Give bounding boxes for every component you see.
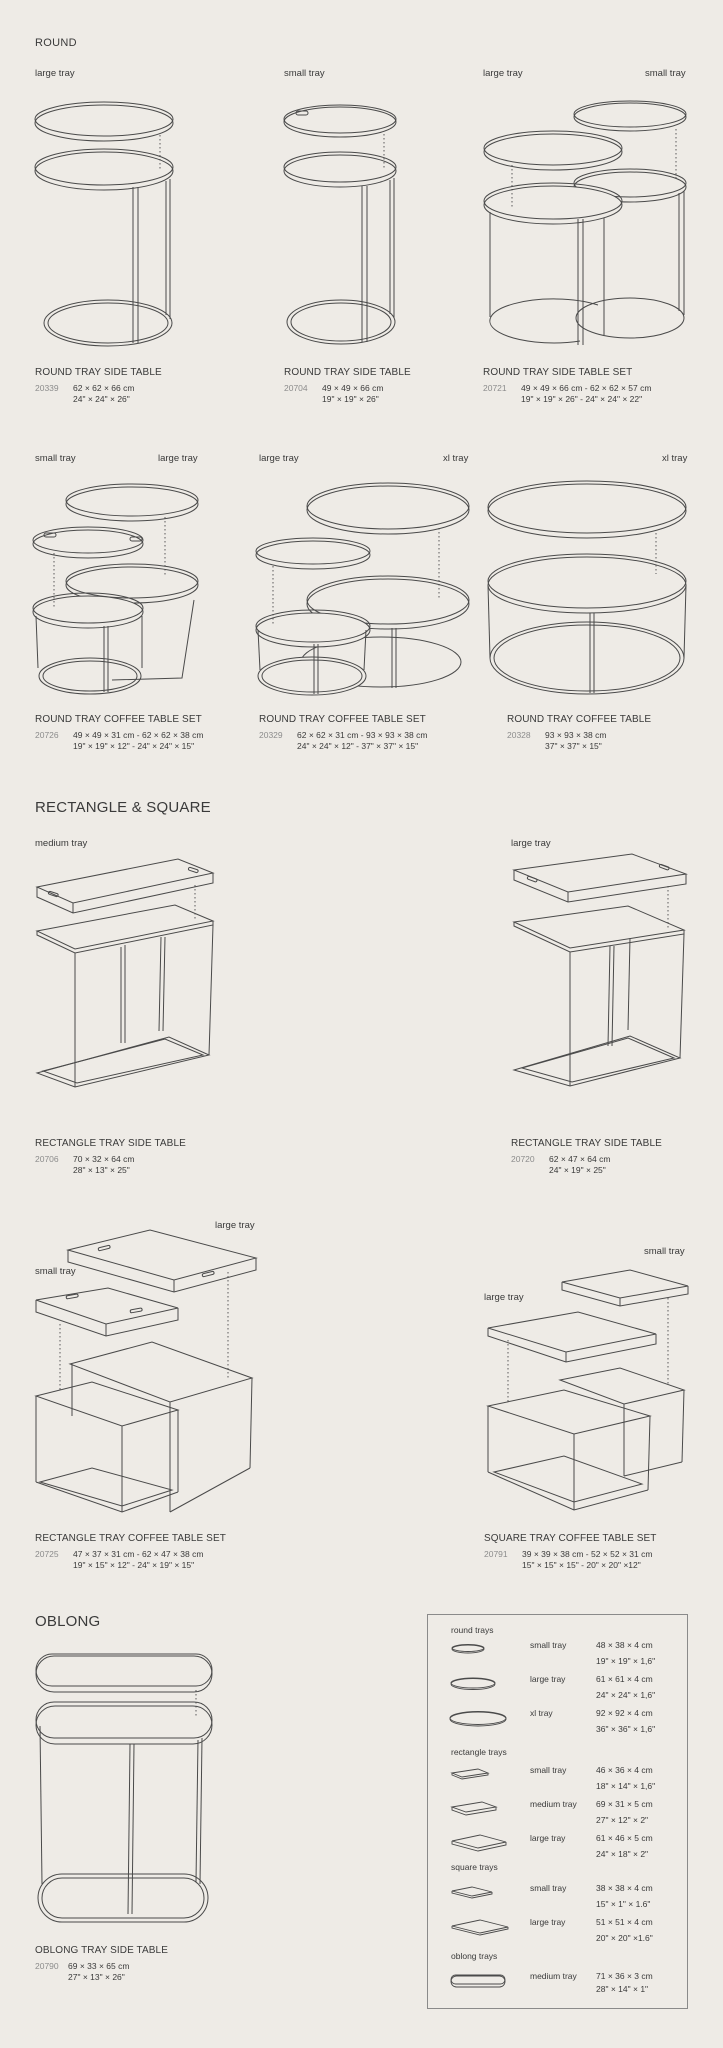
legend-dim-cm: 48 × 38 × 4 cm	[596, 1640, 653, 1650]
product-dim-in: 37" × 37" × 15"	[545, 741, 602, 751]
product-spec	[284, 383, 383, 405]
tray-label: large tray	[483, 68, 523, 79]
tray-label: large tray	[158, 453, 198, 464]
legend-dim-cm: 61 × 46 × 5 cm	[596, 1833, 653, 1843]
round-tray-side-table-set-drawing	[480, 95, 695, 355]
legend-tray-name: medium tray	[530, 1799, 577, 1809]
legend-dim-cm: 51 × 51 × 4 cm	[596, 1917, 653, 1927]
rectangle-tray-side-table-drawing	[33, 855, 223, 1095]
product-dim-in: 15" × 15" × 15" - 20" × 20" ×12"	[522, 1560, 641, 1570]
round-xl-icon	[450, 1710, 510, 1728]
product-name: RECTANGLE TRAY SIDE TABLE	[35, 1138, 186, 1149]
product-spec	[35, 383, 134, 405]
product-dim-cm: 49 × 49 × 66 cm - 62 × 62 × 57 cm	[521, 383, 652, 393]
product-spec	[35, 1961, 129, 1983]
legend-tray-name: xl tray	[530, 1708, 553, 1718]
tray-label: small tray	[35, 453, 76, 464]
product-dim-in: 28" × 13" × 25"	[73, 1165, 130, 1175]
product-dim-cm: 93 × 93 × 38 cm	[545, 730, 607, 740]
tray-label: large tray	[511, 838, 551, 849]
tray-label: small tray	[644, 1246, 685, 1257]
legend-tray-name: large tray	[530, 1833, 566, 1843]
legend-tray-name: medium tray	[530, 1971, 577, 1981]
rectangle-tray-side-table-large-drawing	[510, 850, 690, 1095]
legend-dim-in: 27" × 12" × 2"	[596, 1815, 649, 1825]
legend-dim-cm: 38 × 38 × 4 cm	[596, 1883, 653, 1893]
product-spec	[484, 1549, 652, 1571]
product-code: 20339	[35, 383, 59, 393]
product-spec	[35, 1549, 203, 1571]
legend-dim-in: 24" × 24" × 1,6"	[596, 1690, 656, 1700]
product-dim-in: 19" × 19" × 26" - 24" × 24" × 22"	[521, 394, 643, 404]
tray-size-legend	[427, 1614, 688, 2009]
round-tray-coffee-table-set-xl-drawing	[256, 480, 476, 702]
product-name: SQUARE TRAY COFFEE TABLE SET	[484, 1533, 657, 1544]
section-title-oblong: OBLONG	[35, 1613, 101, 1630]
tray-label: large tray	[35, 68, 75, 79]
product-spec	[259, 730, 427, 752]
round-small-icon	[450, 1642, 490, 1656]
legend-tray-name: large tray	[530, 1674, 566, 1684]
legend-dim-in: 15" × 1" × 1.6"	[596, 1899, 651, 1909]
product-code: 20790	[35, 1961, 59, 1971]
product-dim-in: 24" × 19" × 25"	[549, 1165, 606, 1175]
product-dim-in: 24" × 24" × 26"	[73, 394, 130, 404]
product-dim-in: 27" × 13" × 26"	[68, 1972, 125, 1982]
legend-dim-in: 28" × 14" × 1"	[596, 1984, 649, 1994]
round-tray-coffee-table-set-drawing	[32, 480, 207, 700]
product-dim-cm: 39 × 39 × 38 cm - 52 × 52 × 31 cm	[522, 1549, 653, 1559]
legend-group-title: round trays	[451, 1625, 494, 1635]
product-spec	[35, 1154, 134, 1176]
round-tray-side-table-drawing	[30, 95, 180, 355]
product-dim-in: 19" × 19" × 12" - 24" × 24" × 15"	[73, 741, 195, 751]
oblong-medium-icon	[450, 1973, 508, 1989]
tray-label: xl tray	[443, 453, 469, 464]
product-spec	[507, 730, 606, 752]
product-code: 20726	[35, 730, 59, 740]
legend-dim-in: 36" × 36" × 1,6"	[596, 1724, 656, 1734]
legend-dim-in: 18" × 14" × 1,6"	[596, 1781, 656, 1791]
product-name: ROUND TRAY SIDE TABLE	[284, 367, 411, 378]
legend-group-title: rectangle trays	[451, 1747, 507, 1757]
product-code: 20706	[35, 1154, 59, 1164]
product-name: RECTANGLE TRAY COFFEE TABLE SET	[35, 1533, 226, 1544]
product-name: ROUND TRAY SIDE TABLE SET	[483, 367, 633, 378]
product-dim-cm: 49 × 49 × 31 cm - 62 × 62 × 38 cm	[73, 730, 204, 740]
legend-tray-name: small tray	[530, 1765, 567, 1775]
product-code: 20720	[511, 1154, 535, 1164]
section-title-round: ROUND	[35, 37, 77, 49]
round-large-icon	[450, 1676, 500, 1692]
legend-tray-name: large tray	[530, 1917, 566, 1927]
legend-tray-name: small tray	[530, 1883, 567, 1893]
product-name: ROUND TRAY COFFEE TABLE SET	[259, 714, 426, 725]
square-tray-coffee-table-set-drawing	[484, 1266, 689, 1516]
product-name: RECTANGLE TRAY SIDE TABLE	[511, 1138, 662, 1149]
legend-dim-cm: 61 × 61 × 4 cm	[596, 1674, 653, 1684]
product-name: OBLONG TRAY SIDE TABLE	[35, 1945, 168, 1956]
product-dim-cm: 47 × 37 × 31 cm - 62 × 47 × 38 cm	[73, 1549, 204, 1559]
product-dim-cm: 62 × 62 × 66 cm	[73, 383, 135, 393]
round-tray-side-table-small-drawing	[282, 100, 402, 355]
product-code: 20725	[35, 1549, 59, 1559]
product-dim-cm: 49 × 49 × 66 cm	[322, 383, 384, 393]
product-code: 20329	[259, 730, 283, 740]
product-dim-cm: 69 × 33 × 65 cm	[68, 1961, 130, 1971]
product-name: ROUND TRAY SIDE TABLE	[35, 367, 162, 378]
rectangle-tray-coffee-table-set-drawing	[32, 1228, 262, 1518]
product-dim-cm: 70 × 32 × 64 cm	[73, 1154, 135, 1164]
product-dim-cm: 62 × 47 × 64 cm	[549, 1154, 611, 1164]
product-spec	[35, 730, 203, 752]
legend-dim-in: 24" × 18" × 2"	[596, 1849, 649, 1859]
tray-label: small tray	[645, 68, 686, 79]
product-spec	[511, 1154, 610, 1176]
product-code: 20328	[507, 730, 531, 740]
legend-dim-in: 20" × 20" ×1.6"	[596, 1933, 653, 1943]
square-large-icon	[450, 1917, 510, 1937]
legend-tray-name: small tray	[530, 1640, 567, 1650]
product-spec	[483, 383, 651, 405]
tray-label: large tray	[484, 1292, 524, 1303]
product-code: 20791	[484, 1549, 508, 1559]
oblong-tray-side-table-drawing	[34, 1652, 219, 1932]
tray-label: large tray	[215, 1220, 255, 1231]
legend-dim-cm: 71 × 36 × 3 cm	[596, 1971, 653, 1981]
product-dim-in: 24" × 24" × 12" - 37" × 37" × 15"	[297, 741, 419, 751]
legend-dim-cm: 69 × 31 × 5 cm	[596, 1799, 653, 1809]
product-code: 20704	[284, 383, 308, 393]
section-title-rectangle-square: RECTANGLE & SQUARE	[35, 799, 211, 816]
product-dim-cm: 62 × 62 × 31 cm - 93 × 93 × 38 cm	[297, 730, 428, 740]
product-code: 20721	[483, 383, 507, 393]
legend-group-title: square trays	[451, 1862, 498, 1872]
tray-label: medium tray	[35, 838, 88, 849]
square-small-icon	[450, 1884, 494, 1900]
tray-label: large tray	[259, 453, 299, 464]
rect-large-icon	[450, 1833, 510, 1853]
rect-medium-icon	[450, 1800, 500, 1816]
legend-dim-cm: 92 × 92 × 4 cm	[596, 1708, 653, 1718]
legend-dim-in: 19" × 19" × 1,6"	[596, 1656, 656, 1666]
product-dim-in: 19" × 19" × 26"	[322, 394, 379, 404]
tray-label: small tray	[284, 68, 325, 79]
legend-group-title: oblong trays	[451, 1951, 498, 1961]
tray-label: xl tray	[662, 453, 688, 464]
rect-small-icon	[450, 1767, 490, 1781]
product-name: ROUND TRAY COFFEE TABLE	[507, 714, 652, 725]
legend-dim-cm: 46 × 36 × 4 cm	[596, 1765, 653, 1775]
round-tray-coffee-table-xl-drawing	[486, 478, 691, 703]
product-name: ROUND TRAY COFFEE TABLE SET	[35, 714, 202, 725]
product-dim-in: 19" × 15" × 12" - 24" × 19" × 15"	[73, 1560, 195, 1570]
tray-label: small tray	[35, 1266, 76, 1277]
